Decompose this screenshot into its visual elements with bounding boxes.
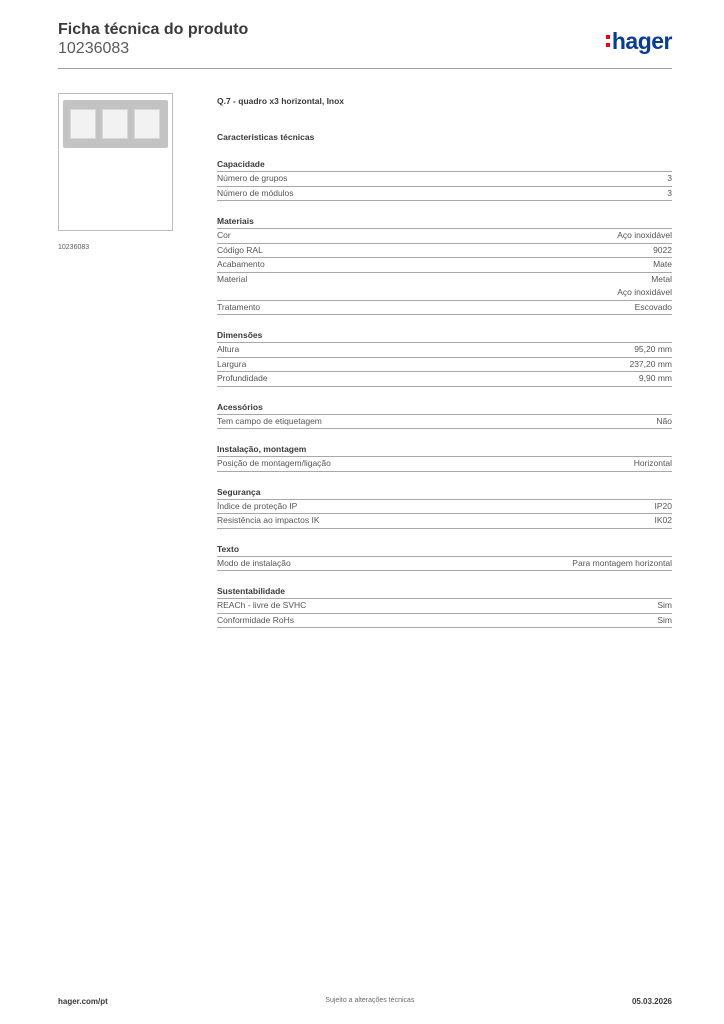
section-title: Instalação, montagem [217, 444, 307, 454]
frame-opening [70, 109, 96, 139]
spec-row [217, 613, 672, 629]
spec-label: Índice de proteção IP [217, 500, 298, 511]
product-name: Q.7 - quadro x3 horizontal, Inox [217, 96, 345, 106]
logo-text: hager [611, 28, 672, 54]
spec-section [217, 329, 672, 387]
header-divider [58, 68, 672, 69]
spec-label: REACh - livre de SVHC [217, 600, 307, 610]
spec-section [217, 401, 672, 430]
spec-row [217, 257, 672, 272]
spec-label: Número de grupos [217, 173, 288, 183]
spec-value: 9022 [653, 244, 672, 255]
page-footer [58, 997, 672, 1006]
footer-website-link[interactable]: hager.com/pt [58, 997, 108, 1006]
spec-value: 9,90 mm [638, 373, 672, 383]
section-title: Sustentabilidade [217, 586, 286, 596]
spec-label: Cor [217, 230, 231, 240]
spec-label: Código RAL [217, 244, 263, 255]
section-title: Dimensões [217, 330, 263, 340]
spec-label: Acabamento [217, 259, 265, 269]
section-title: Texto [217, 543, 240, 554]
spec-label: Tem campo de etiquetagem [217, 415, 322, 426]
spec-section [217, 443, 672, 472]
spec-value: Horizontal [633, 458, 672, 468]
page-header [58, 20, 672, 68]
spec-section [217, 215, 672, 315]
spec-label: Largura [217, 358, 247, 369]
spec-value: IP20 [654, 500, 672, 511]
spec-value: 237,20 mm [629, 358, 672, 369]
spec-value: Metal Aço inoxidável [617, 273, 672, 297]
spec-value: Para montagem horizontal [572, 557, 672, 568]
spec-row [217, 598, 672, 613]
spec-row [217, 556, 672, 572]
section-title: Segurança [217, 486, 261, 497]
spec-row [217, 186, 672, 202]
spec-label: Altura [217, 344, 240, 354]
spec-section [217, 585, 672, 628]
spec-value: Mate [653, 259, 672, 269]
spec-value: Aço inoxidável [617, 230, 672, 240]
spec-section [217, 486, 672, 529]
product-image [58, 93, 173, 231]
section-title: Materiais [217, 216, 254, 226]
three-gang-frame-image [63, 100, 168, 148]
spec-value: IK02 [654, 515, 672, 525]
spec-section [217, 543, 672, 572]
section-title: Acessórios [217, 401, 263, 412]
spec-row [217, 171, 672, 186]
spec-row [217, 513, 672, 529]
frame-opening [134, 109, 160, 139]
spec-label: Resistência ao impactos IK [217, 515, 320, 525]
spec-label: Posição de montagem/ligação [217, 458, 331, 468]
product-number: 10236083 [58, 40, 130, 57]
spec-content [217, 94, 672, 628]
hager-logo [606, 28, 672, 55]
spec-row [217, 499, 672, 514]
spec-row [217, 243, 672, 258]
spec-row [217, 300, 672, 316]
spec-row [217, 342, 672, 357]
spec-row [217, 414, 672, 430]
spec-row [217, 371, 672, 387]
spec-label: Profundidade [217, 373, 268, 383]
spec-value: Escovado [634, 301, 672, 312]
spec-label: Conformidade RoHs [217, 614, 295, 625]
spec-value: 3 [667, 187, 672, 198]
section-title: Capacidade [217, 159, 265, 169]
spec-section [217, 158, 672, 201]
spec-row [217, 228, 672, 243]
spec-label: Número de módulos [217, 187, 294, 198]
spec-row [217, 272, 672, 300]
spec-value: Sim [657, 600, 672, 610]
frame-opening [102, 109, 128, 139]
spec-row [217, 456, 672, 472]
spec-label: Modo de instalação [217, 557, 291, 568]
spec-label: Material [217, 273, 248, 284]
spec-row [217, 357, 672, 372]
spec-value: 3 [667, 173, 672, 183]
characteristics-heading: Características técnicas [217, 132, 315, 142]
footer-date: 05.03.2026 [631, 997, 672, 1006]
footer-disclaimer: Sujeito a alterações técnicas [325, 997, 415, 1004]
spec-value: Sim [657, 614, 672, 625]
spec-label: Tratamento [217, 301, 261, 312]
page-title: Ficha técnica do produto [58, 21, 249, 38]
spec-value: Não [656, 415, 672, 426]
image-caption: 10236083 [58, 244, 90, 251]
spec-value: 95,20 mm [634, 344, 672, 354]
spec-sections [217, 158, 672, 628]
